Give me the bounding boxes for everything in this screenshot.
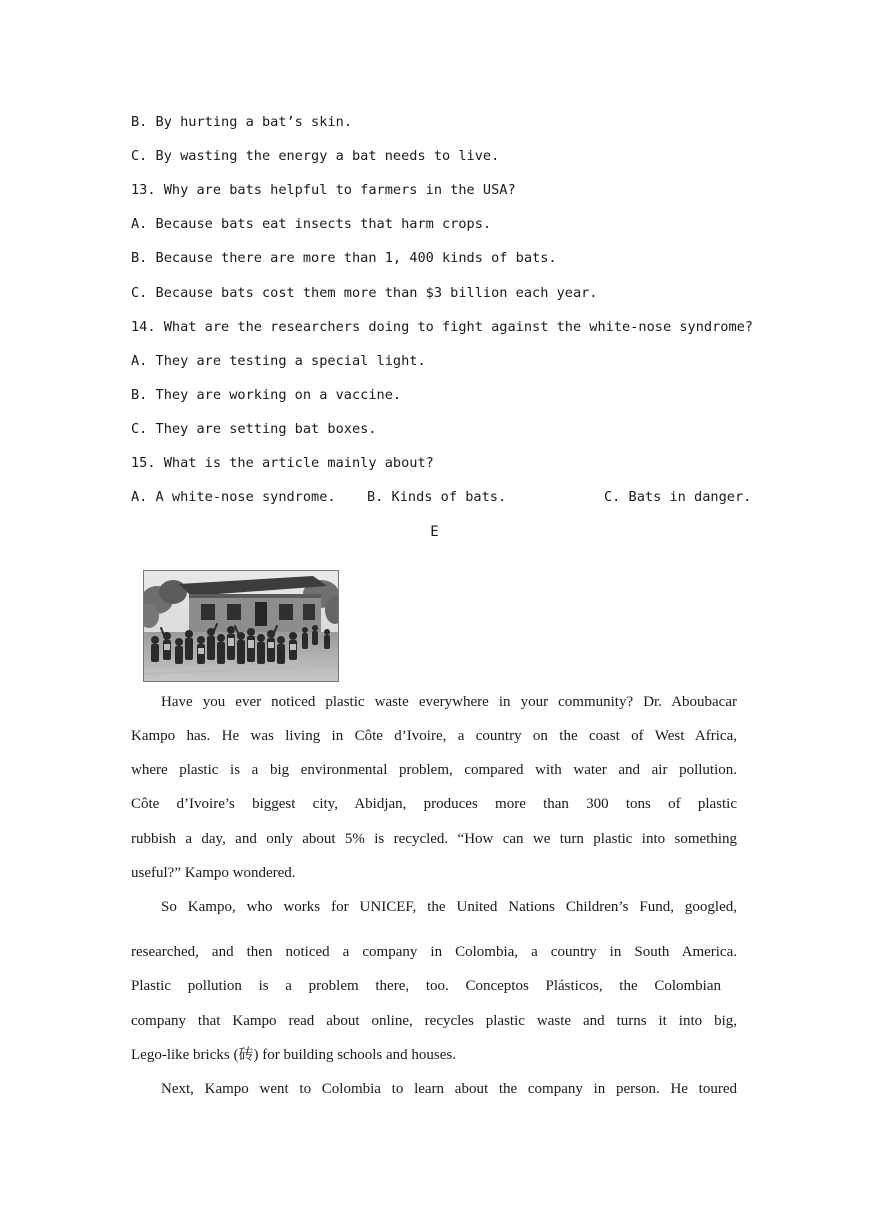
q15-option-c: C. Bats in danger.: [604, 489, 752, 505]
para2-line1: So Kampo, who works for UNICEF, the United Nations Children’s Fund, googled,: [161, 899, 737, 915]
para2-line3: Plastic pollution is a problem there, too. Conceptos Plásticos, the Colombian: [131, 978, 721, 994]
para1-line4: Côte d’Ivoire’s biggest city, Abidjan, produces more than 300 tons of plastic: [131, 796, 737, 812]
q14-option-c: C. They are setting bat boxes.: [131, 421, 377, 437]
para2-line4: company that Kampo read about online, recycles plastic waste and turns it into big,: [131, 1013, 737, 1029]
para1-line2: Kampo has. He was living in Côte d’Ivoire, a country on the coast of West Africa,: [131, 728, 737, 744]
q15-stem: 15. What is the article mainly about?: [131, 455, 434, 471]
q12-option-c: C. By wasting the energy a bat needs to live.: [131, 148, 500, 164]
para3-line1: Next, Kampo went to Colombia to learn about the company in person. He toured: [161, 1081, 737, 1097]
para1-line1: Have you ever noticed plastic waste everywhere in your community? Dr. Aboubacar: [161, 694, 737, 710]
article-photo: [143, 570, 339, 682]
q15-option-b: B. Kinds of bats.: [367, 489, 507, 505]
q15-options: [131, 487, 752, 507]
para1-line6: useful?” Kampo wondered.: [131, 865, 296, 881]
q15-option-a: A. A white-nose syndrome.: [131, 489, 336, 505]
q14-option-a: A. They are testing a special light.: [131, 353, 426, 369]
q13-option-b: B. Because there are more than 1, 400 kinds of bats.: [131, 250, 557, 266]
q13-option-c: C. Because bats cost them more than $3 billion each year.: [131, 285, 598, 301]
q13-option-a: A. Because bats eat insects that harm crops.: [131, 216, 492, 232]
para1-line5: rubbish a day, and only about 5% is recycled. “How can we turn plastic into something: [131, 831, 737, 847]
para2-line5: Lego-like bricks (砖) for building schools and houses.: [131, 1047, 456, 1063]
q14-option-b: B. They are working on a vaccine.: [131, 387, 402, 403]
para2-line2: researched, and then noticed a company in Colombia, a country in South America.: [131, 944, 737, 960]
q12-option-b: B. By hurting a bat’s skin.: [131, 114, 352, 130]
section-heading: E: [430, 524, 439, 540]
q13-stem: 13. Why are bats helpful to farmers in the USA?: [131, 182, 516, 198]
q14-stem: 14. What are the researchers doing to fight against the white-nose syndrome?: [131, 319, 753, 335]
para1-line3: where plastic is a big environmental problem, compared with water and air pollution.: [131, 762, 737, 778]
